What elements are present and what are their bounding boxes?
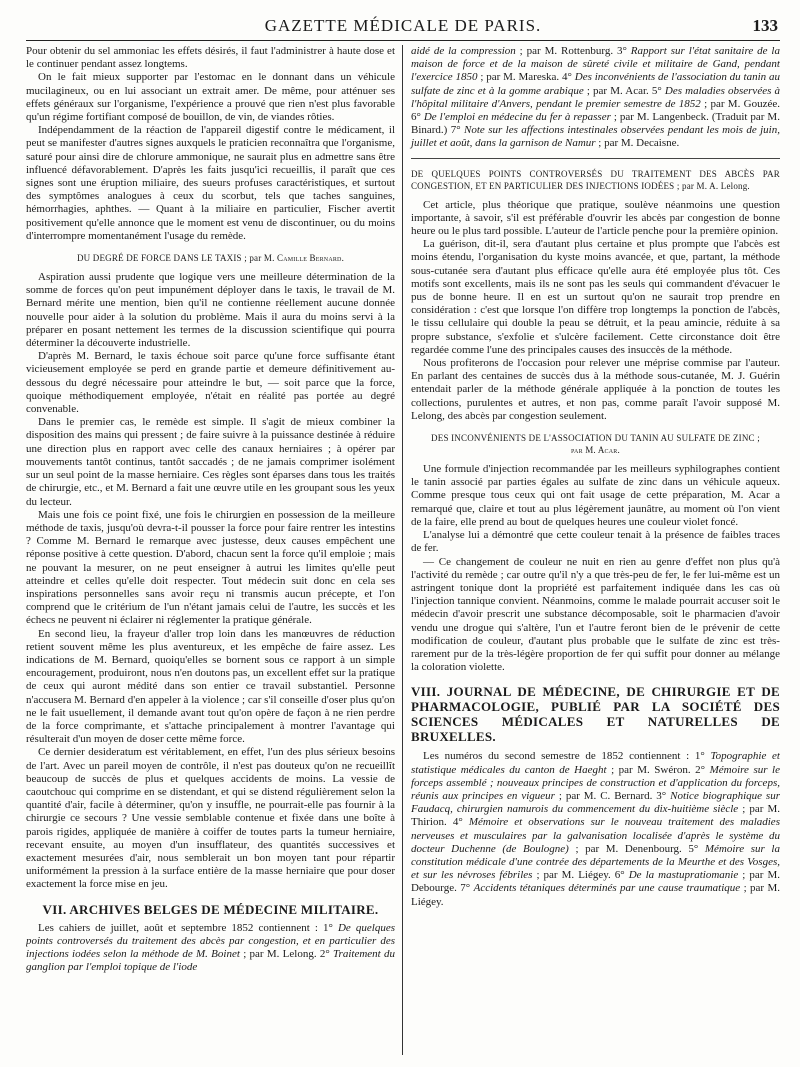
italic-title: Mémoire sur le forceps assemblé ; nouveaux principes de construction et d'application du forceps, réunis aux principes en vigueur [410,763,780,802]
text-run: ; par M. Liégey. 6° [532,869,629,882]
italic-title: De l'emploi en médecine du fer à repasser [423,111,611,124]
italic-title: Des inconvénients de l'association du tanin au sulfate de zinc et à la gomme arabique [410,71,780,97]
italic-title: Note sur les affections intestinales observées pendant les mois de juin, juillet et août, dans la garnison de Namur [410,124,780,150]
text-run: Les cahiers de juillet, août et septembre 1852 contiennent : 1° [38,921,338,934]
right-column [403,45,780,1055]
author-name: par M. Acar. [571,445,620,456]
text-run: ; par M. Debourge. 7° [410,869,780,895]
heading-text: DES INCONVÉNIENTS DE L'ASSOCIATION DU TANIN AU SULFATE DE ZINC ; [431,433,760,444]
article-heading-abces: DE QUELQUES POINTS CONTROVERSÉS DU TRAITEMENT DES ABCÈS PAR CONGESTION, ET EN PARTICULIER DES INJECTIONS IODÉES ; par M. A. Lelong. [410,168,780,191]
paragraph [26,922,395,975]
text-run: ; par M. Acar. 5° [583,84,665,97]
italic-title: Notice biographique sur Faudacq, chirurgien namurois du commencement du dix-huitième siècle [410,789,780,816]
italic-title: Accidents tétaniques déterminés par une cause traumatique [473,882,741,895]
paragraph: En second lieu, la frayeur d'aller trop loin dans les manœuvres de réduction retient souvent même les plus aventureux, et les empêche de faire assez. Les indications de M. Bernard, quoiqu'elles se bornent sous ce rapport à un simple encouragement, produiront, nous n'en doutons pas, un excellent effet sur la pratique de ceux qui auront médité dans son entier ce travail substantiel. Personne n'accusera M. Bernard d'en appeler à la violence ; car s'il conseille d'oser plus qu'on ne le fait usuellement, il demande avant tout qu'on opère de façon à ne rien perdre de la force comprimante, et s'attache principalement à montrer l'avantage qui résulterait d'un moyen de doser cette même force. [26,627,395,746]
text-run: ; par M. Liégey. [410,882,780,908]
text-run: ; par M. Gouzée. 6° [410,97,780,124]
paragraph: Mais une fois ce point fixé, une fois le chirurgien en possession de la meilleure méthode de taxis, jusqu'où devra-t-il pousser la force pour faire rentrer les intestins ? Comme M. Bernard le remarque avec justesse, deux causes empêchent une réponse positive à cette question. D'abord, chacun sent la force qu'il emploie ; mais ne pouvant la mesurer, on ne peut enseigner à autrui les limites qu'elle peut atteindre et celles qu'elle doit respecter. Tout médecin suit donc en cela ses inspirations personnelles sans avoir reçu ni transmis aucun précepte, et l'on comprend que le critérium de l'un n'étant jamais celui de l'autre, les succès et les échecs ne peuvent ni éclairer ni réglementer la pratique générale. [26,508,395,627]
author-name: Camille Bernard. [277,253,345,264]
paragraph: Aspiration aussi prudente que logique vers une meilleure détermination de la somme de forces qu'on peut impunément déployer dans le taxis, le travail de M. Bernard mérite une mention, bien qu'il ne contienne réellement aucune donnée nouvelle pour aider à la solution du problème. Mais il aura du moins servi à la préparer en posant nettement les termes de la discussion scientifique qui pourra déterminer la découverte industrielle. [26,271,395,350]
text-run: ; par M. Rottenburg. 3° [515,45,631,57]
italic-title: Mémoire et observations sur le nouveau traitement des maladies nerveuses et musculaires par la galvanisation localisée d'après le système du docteur Duchenne (de Boulogne) [410,816,780,855]
italic-title: Rapport sur l'état sanitaire de la maison de force et de la maison de sûreté civile et militaire de Gand, pendant l'exercice 1850 [410,45,780,84]
text-run: ; par M. Lelong. 2° [239,948,334,960]
article-heading-taxis [26,252,395,264]
paragraph: Dans le premier cas, le remède est simple. Il s'agit de mieux combiner la disposition des mains qui pressent ; de faire suivre à la puissance destinée à réduire une direction plus en rapport avec celle des canaux herniaires ; à opérer par mouvements tantôt continus, tantôt saccadés ; de ne jamais comprimer isolément sur un seul point de la masse herniaire. Ces règles sont éparses dans tous les traités de chirurgie, etc., et M. Bernard a fait une œuvre utile en les groupant sous les yeux du lecteur. [26,416,395,508]
left-column [26,45,395,1055]
page-number: 133 [752,16,778,35]
text-run: Les numéros du second semestre de 1852 contiennent : 1° [422,750,711,763]
italic-title: Topographie et statistique médicales du canton de Haeght [410,750,780,776]
page-header [26,14,780,41]
text-run: ; par M. Langenbeck. (Traduit par M. Binard.) 7° [410,111,780,137]
text-run: ; par M. Mareska. 4° [477,71,575,84]
section-heading-vii: VII. ARCHIVES BELGES DE MÉDECINE MILITAIRE. [42,901,379,917]
section-heading-viii: VIII. JOURNAL DE MÉDECINE, DE CHIRURGIE ET DE PHARMACOLOGIE, PUBLIÉ PAR LA SOCIÉTÉ DES SCIENCES MÉDICALES ET NATURELLES DE BRUXELLES. [410,684,780,745]
paragraph: Cet article, plus théorique que pratique, soulève néanmoins une question importante, à savoir, s'il est préférable d'ouvrir les abcès par congestion de bonne heure ou le plus tard possible. L'auteur de l'article penche pour la première opinion. [410,198,780,238]
paragraph [411,45,780,151]
text-run: ; par M. Decaisne. [595,137,680,150]
italic-title: Des maladies observées à l'hôpital militaire d'Anvers, pendant le premier semestre de 1852 [410,84,780,110]
paragraph: Nous profiterons de l'occasion pour relever une méprise commise par l'auteur. En parlant des centaines de succès dus à la méthode sous-cutanée, M. J. Guérin entendait parler de la méthode générale appliquée à la ponction de toutes les collections, purulentes et autres, et non pas, comme paraît l'avoir supposé M. Lelong, des abcès par congestion seulement. [410,357,780,422]
text-run: ; par M. Denenbourg. 5° [568,842,705,855]
text-columns [26,45,780,1055]
paragraph: D'après M. Bernard, le taxis échoue soit parce qu'une force suffisante étant vicieusement employée se perd en grande partie et demeure définitivement au-dessous du degré nécessaire pour atteindre le but, — soit parce que la force, quoique méthodiquement employée, n'était en réalité pas portée au degré convenable. [26,350,395,416]
italic-title: Traitement du ganglion par l'emploi topique de l'iode [26,948,395,974]
text-run: ; par M. Thirion. 4° [410,803,780,829]
separator-line [411,158,780,159]
paragraph: — Ce changement de couleur ne nuit en rien au genre d'effet non plus qu'à l'activité du remède ; car outre qu'il n'y a que très-peu de fer, le fer lui-même est un astringent tonique dont la propriété est parfaitement indiquée dans les cas où l'injection tannique convient. Néanmoins, comme le malade pourrait accuser soit le médecin d'avoir prescrit une substance décomposable, soit le pharmacien d'avoir vendu une drogue qui s'altère, l'un et l'autre feront bien de le prévenir de cette modification de couleur, d'autant plus probable que le sulfate de zinc est très-rarement pur de la très-légère proportion de fer qui suffit pour donner au mélange la coloration violette. [410,555,780,674]
italic-title: Mémoire sur la constitution médicale d'une contrée des départements de la Meurthe et des Vosges, et sur les névroses fébriles [410,842,780,882]
paragraph: Indépendamment de la réaction de l'appareil digestif contre le médicament, il peut se manifester d'autres signes auxquels le praticien reconnaîtra que l'organisme, saturé pour ainsi dire de chlorure ammonique, ne saurait plus en admettre sans être influencé défavorablement. D'après les faits jusqu'ici recueillis, il paraît que ces signes sont une éruption miliaire, des sueurs profuses caractéristiques, et surtout des symptômes analogues à ceux du scorbut, tels que taches sanguines, hémorrhagies, aphthes. — Quant à la miliaire en particulier, Fischer avertit positivement qu'elle annonce que le moment est venu de discontinuer, ou du moins d'interrompre momentanément l'usage du remède. [26,124,395,242]
italic-title: aidé de la compression [410,45,516,57]
paragraph: Une formule d'injection recommandée par les meilleurs syphilographes contient le tanin associé par parties égales au sulfate de zinc dans un véhicule aqueux. Comme presque tous ceux qui ont fait usage de cette préparation, M. Acar a remarqué que, claire et tout au plus légèrement jaunâtre, au moment où l'on vient de la faire, elle prend au bout de quelques heures une couleur violet foncé. [410,463,780,528]
italic-title: De la mastupratiomanie [628,869,739,882]
paragraph: L'analyse lui a démontré que cette couleur tenait à la présence de faibles traces de fer. [410,529,780,555]
italic-title: De quelques points controversés du traitement des abcès par congestion, et en particulier des injections iodées selon la méthode de M. Boinet [26,921,395,960]
article-heading-tanin [411,432,780,456]
text-run: ; par M. C. Bernard. 3° [554,789,671,802]
paragraph [411,750,780,908]
page-title: GAZETTE MÉDICALE DE PARIS. [264,16,542,35]
paragraph: Pour obtenir du sel ammoniac les effets désirés, il faut l'administrer à haute dose et le continuer pendant assez longtems. [26,45,395,71]
paragraph: La guérison, dit-il, sera d'autant plus certaine et plus prompte que l'abcès est moins étendu, l'organisation du kyste moins avancée, et que, partant, la méthode sous-cutanée sera d'autant plus efficace qu'elle aura été employée plus tôt. Ces motifs sont excellents, mais ils ne sont pas les seuls qui commandent d'évacuer le pus de bonne heure. Il en est un surtout qu'on ne saurait trop prendre en considération : c'est que lorsque l'on diffère trop longtemps la ponction de l'abcès, le tissu cellulaire qui double la peau se détruit, et la peau amincie, réduite à sa propre substance, s'exfolie et s'ulcère facilement. Cette circonstance doit être regardée comme l'une des principales causes des insuccès de la méthode. [410,238,780,356]
text-run: ; par M. Swéron. 2° [606,763,710,776]
paragraph: Ce dernier desideratum est véritablement, en effet, l'un des plus sérieux besoins de l'art. Avec un pareil moyen de contrôle, il n'est pas douteux qu'on ne recueillît beaucoup de succès de plus et quelques accidents de moins. La vessie de caoutchouc qui comprime en se distendant, et qui se distend régulièrement selon la quantité d'air, facile à déterminer, qu'on y insuffle, ne pourrait-elle pas fournir à la chirurgie ce secours ? Une vessie semblable contenue et fixée dans une boîte à parois rigides, appliquée de manière à coiffer de toutes parts la tumeur herniaire, recevant ensuite, au moyen d'un insufflateur, des quantités successives et exactement mesurées d'air, nous semblerait un bon moyen tant pour répartir uniformément la pression à la surface entière de la masse herniaire que pour doser exactement la force mise en jeu. [26,746,395,891]
paragraph: On le fait mieux supporter par l'estomac en le donnant dans un véhicule mucilagineux, ou en lui associant un extrait amer. De même, pour atténuer ses effets généraux sur l'organisme, l'expérience a prouvé que rien n'est plus favorable qu'un régime fortifiant composé de bouillon, de vin, de viandes rôties. [26,71,395,124]
heading-text: DU DEGRÉ DE FORCE DANS LE TAXIS ; par M. [76,253,277,264]
